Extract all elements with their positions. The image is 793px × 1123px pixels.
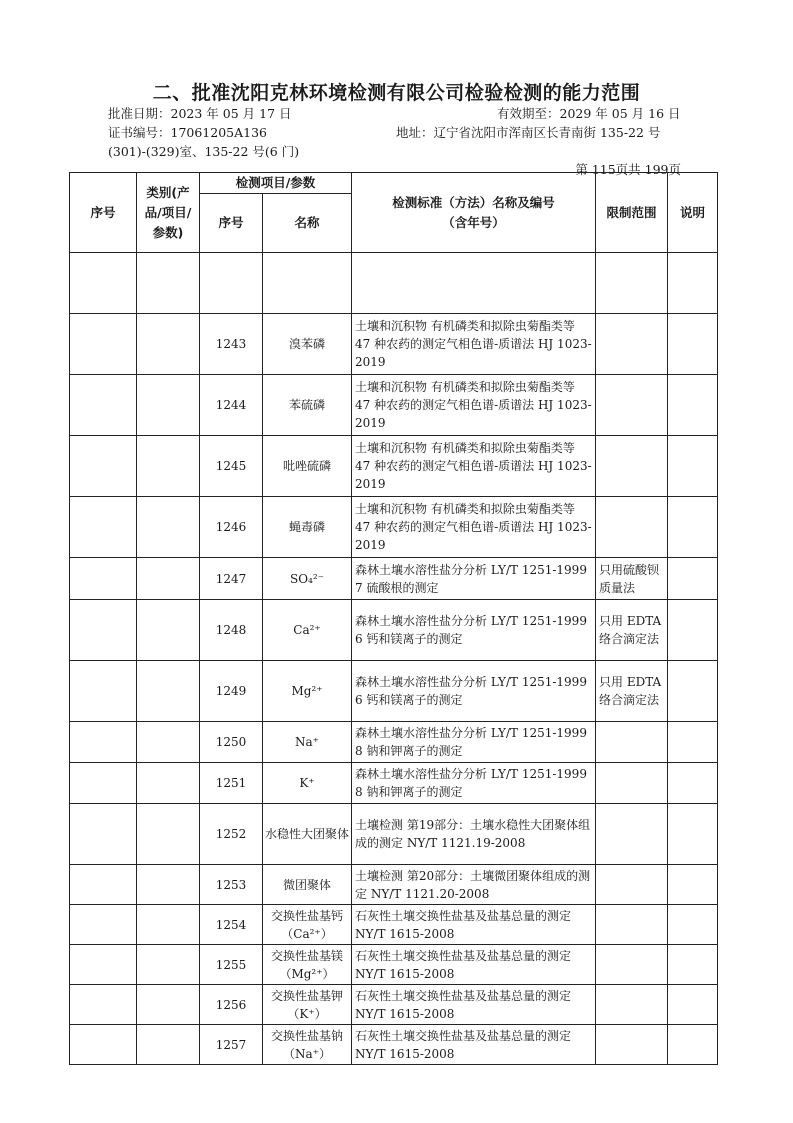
item-standard: 石灰性土壤交换性盐基及盐基总量的测定 NY/T 1615-2008 bbox=[352, 945, 596, 985]
item-standard: 石灰性土壤交换性盐基及盐基总量的测定 NY/T 1615-2008 bbox=[352, 905, 596, 945]
table-row bbox=[70, 661, 718, 722]
table-row bbox=[70, 905, 718, 945]
item-limit bbox=[596, 865, 668, 905]
table-row bbox=[70, 945, 718, 985]
item-number: 1250 bbox=[200, 722, 263, 763]
item-standard: 森林土壤水溶性盐分分析 LY/T 1251-1999 6 钙和镁离子的测定 bbox=[352, 600, 596, 661]
item-number: 1245 bbox=[200, 436, 263, 497]
item-limit: 只用硫酸钡质量法 bbox=[596, 558, 668, 600]
header-seq: 序号 bbox=[70, 173, 137, 253]
address: 地址：辽宁省沈阳市浑南区长青南街 135-22 号 bbox=[396, 125, 661, 140]
item-limit bbox=[596, 314, 668, 375]
item-standard: 森林土壤水溶性盐分分析 LY/T 1251-1999 7 硫酸根的测定 bbox=[352, 558, 596, 600]
header-item-group: 检测项目/参数 bbox=[200, 173, 352, 194]
item-number: 1255 bbox=[200, 945, 263, 985]
table-row bbox=[70, 865, 718, 905]
item-name: 交换性盐基钠（Na⁺） bbox=[263, 1025, 352, 1065]
item-name: Mg²⁺ bbox=[263, 661, 352, 722]
item-number: 1254 bbox=[200, 905, 263, 945]
table-row bbox=[70, 804, 718, 865]
item-limit: 只用 EDTA 络合滴定法 bbox=[596, 600, 668, 661]
item-number: 1244 bbox=[200, 375, 263, 436]
item-number: 1246 bbox=[200, 497, 263, 558]
item-number: 1256 bbox=[200, 985, 263, 1025]
item-name: 交换性盐基镁（Mg²⁺） bbox=[263, 945, 352, 985]
item-standard: 石灰性土壤交换性盐基及盐基总量的测定 NY/T 1615-2008 bbox=[352, 985, 596, 1025]
item-name: 交换性盐基钙（Ca²⁺） bbox=[263, 905, 352, 945]
certificate-number: 证书编号：17061205A136 bbox=[108, 125, 268, 140]
table-row bbox=[70, 436, 718, 497]
item-limit: 只用 EDTA 络合滴定法 bbox=[596, 661, 668, 722]
valid-until: 有效期至：2029 年 05 月 16 日 bbox=[497, 106, 681, 121]
item-limit bbox=[596, 804, 668, 865]
item-number: 1247 bbox=[200, 558, 263, 600]
item-name: 苯硫磷 bbox=[263, 375, 352, 436]
item-standard: 土壤和沉积物 有机磷类和拟除虫菊酯类等 47 种农药的测定气相色谱-质谱法 HJ 1023-2019 bbox=[352, 314, 596, 375]
item-name: 溴苯磷 bbox=[263, 314, 352, 375]
header-limit: 限制范围 bbox=[596, 173, 668, 253]
item-limit bbox=[596, 1025, 668, 1065]
table-row bbox=[70, 314, 718, 375]
item-number: 1253 bbox=[200, 865, 263, 905]
item-name: 蝇毒磷 bbox=[263, 497, 352, 558]
item-limit bbox=[596, 985, 668, 1025]
table-row bbox=[70, 558, 718, 600]
header-standard: 检测标准（方法）名称及编号（含年号） bbox=[352, 173, 596, 253]
table-row bbox=[70, 600, 718, 661]
item-number: 1252 bbox=[200, 804, 263, 865]
table-row bbox=[70, 722, 718, 763]
table-row bbox=[70, 375, 718, 436]
approval-date: 批准日期：2023 年 05 月 17 日 bbox=[108, 106, 292, 121]
header-category: 类别(产品/项目/参数) bbox=[137, 173, 200, 253]
address-continued: (301)-(329)室、135-22 号(6 门) bbox=[108, 144, 300, 159]
item-limit bbox=[596, 945, 668, 985]
item-standard: 森林土壤水溶性盐分分析 LY/T 1251-1999 8 钠和钾离子的测定 bbox=[352, 763, 596, 804]
item-name: 交换性盐基钾（K⁺） bbox=[263, 985, 352, 1025]
item-name: 微团聚体 bbox=[263, 865, 352, 905]
item-limit bbox=[596, 763, 668, 804]
item-name: Ca²⁺ bbox=[263, 600, 352, 661]
item-number: 1249 bbox=[200, 661, 263, 722]
item-standard: 土壤和沉积物 有机磷类和拟除虫菊酯类等 47 种农药的测定气相色谱-质谱法 HJ 1023-2019 bbox=[352, 375, 596, 436]
page-number: 第 115页共 199页 bbox=[575, 162, 681, 177]
header-item-name: 名称 bbox=[263, 194, 352, 253]
item-limit bbox=[596, 905, 668, 945]
item-limit bbox=[596, 722, 668, 763]
item-limit bbox=[596, 436, 668, 497]
item-standard: 土壤检测 第19部分：土壤水稳性大团聚体组成的测定 NY/T 1121.19-2008 bbox=[352, 804, 596, 865]
header-item-seq: 序号 bbox=[200, 194, 263, 253]
item-name: Na⁺ bbox=[263, 722, 352, 763]
item-number: 1257 bbox=[200, 1025, 263, 1065]
page-title: 二、批准沈阳克林环境检测有限公司检验检测的能力范围 bbox=[152, 82, 641, 104]
item-standard: 石灰性土壤交换性盐基及盐基总量的测定 NY/T 1615-2008 bbox=[352, 1025, 596, 1065]
item-limit bbox=[596, 375, 668, 436]
table-row bbox=[70, 497, 718, 558]
item-number: 1251 bbox=[200, 763, 263, 804]
table-row bbox=[70, 1025, 718, 1065]
item-standard: 土壤和沉积物 有机磷类和拟除虫菊酯类等 47 种农药的测定气相色谱-质谱法 HJ 1023-2019 bbox=[352, 436, 596, 497]
item-standard: 森林土壤水溶性盐分分析 LY/T 1251-1999 6 钙和镁离子的测定 bbox=[352, 661, 596, 722]
table-row bbox=[70, 763, 718, 804]
table-row bbox=[70, 985, 718, 1025]
capability-table bbox=[69, 172, 718, 1065]
item-standard: 土壤检测 第20部分：土壤微团聚体组成的测定 NY/T 1121.20-2008 bbox=[352, 865, 596, 905]
item-number: 1243 bbox=[200, 314, 263, 375]
item-name: K⁺ bbox=[263, 763, 352, 804]
item-standard: 森林土壤水溶性盐分分析 LY/T 1251-1999 8 钠和钾离子的测定 bbox=[352, 722, 596, 763]
item-name: SO₄²⁻ bbox=[263, 558, 352, 600]
item-number: 1248 bbox=[200, 600, 263, 661]
item-limit bbox=[596, 497, 668, 558]
item-name: 水稳性大团聚体 bbox=[263, 804, 352, 865]
header-note: 说明 bbox=[668, 173, 718, 253]
item-standard: 土壤和沉积物 有机磷类和拟除虫菊酯类等 47 种农药的测定气相色谱-质谱法 HJ 1023-2019 bbox=[352, 497, 596, 558]
item-name: 吡唑硫磷 bbox=[263, 436, 352, 497]
